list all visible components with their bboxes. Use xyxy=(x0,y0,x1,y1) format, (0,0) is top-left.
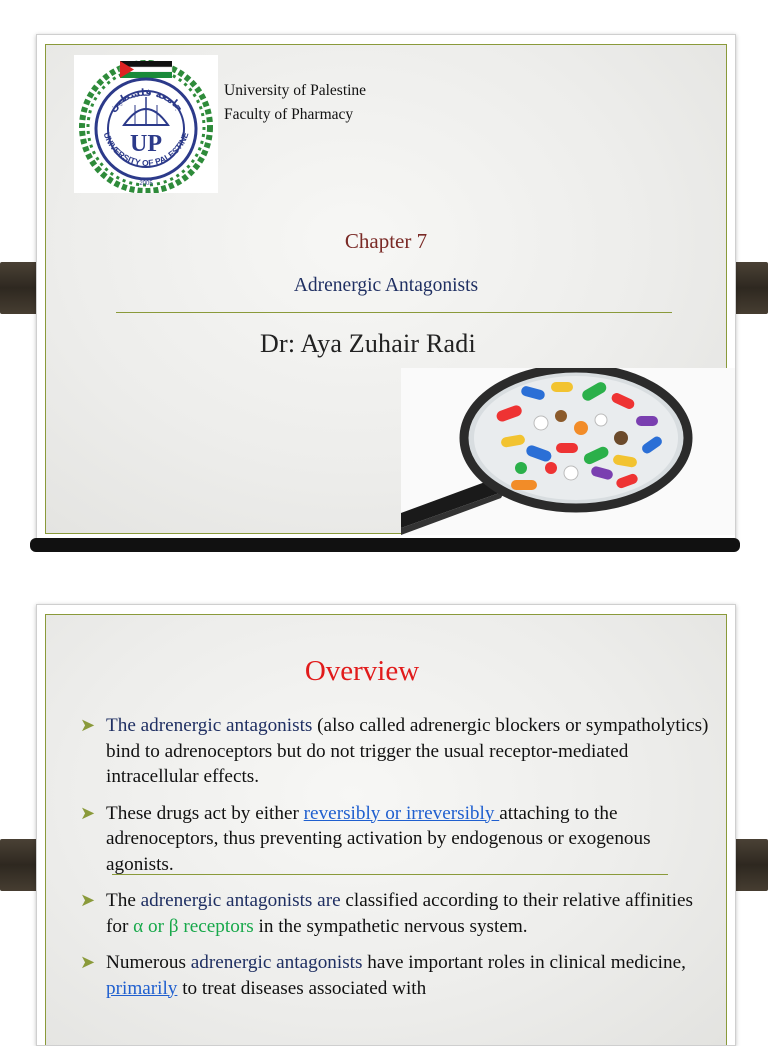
arrow-bullet-icon: ➤ xyxy=(80,890,96,910)
bullet-text: adrenergic antagonists xyxy=(190,952,363,973)
bullet-text: (also called adrenergic blockers or sympatholytics) bind to adrenoceptors but do not trigger the usual receptor-mediated intracellular effects. xyxy=(106,715,709,787)
slide-2 xyxy=(36,604,736,1046)
bullet-text: to treat diseases associated with xyxy=(177,977,427,999)
bullet-text: The adrenergic antagonists xyxy=(106,715,313,736)
bullet-text: Numerous xyxy=(106,952,191,973)
bullet-text: The xyxy=(106,890,141,911)
bullet-item-1 xyxy=(74,713,714,790)
bullet-text: classified according to their relative affinities for xyxy=(106,890,693,937)
arrow-bullet-icon: ➤ xyxy=(80,952,96,972)
bullet-item-4 xyxy=(74,950,714,1001)
logo-initials: UP xyxy=(130,131,162,157)
logo-year: 2005 xyxy=(139,181,153,187)
bullet-text: adrenergic antagonists are xyxy=(140,890,341,911)
author-name: Dr: Aya Zuhair Radi xyxy=(260,329,476,358)
slide-1-bottom-bar xyxy=(30,538,740,552)
bullet-link-text[interactable]: reversibly or irreversibly xyxy=(303,802,500,824)
bullet-text: have important roles in clinical medicine, xyxy=(362,952,686,973)
bullet-text: in the sympathetic nervous system. xyxy=(253,915,528,937)
logo-arabic-text: جامعة فلسطين xyxy=(106,87,186,114)
faculty-name: Faculty of Pharmacy xyxy=(224,106,354,123)
bullet-item-3 xyxy=(74,888,714,939)
arrow-bullet-icon: ➤ xyxy=(80,802,96,823)
bullet-link-text[interactable]: primarily xyxy=(106,977,178,999)
bullet-item-2 xyxy=(74,801,714,878)
university-name: University of Palestine xyxy=(224,82,367,99)
bullet-text: α or β receptors xyxy=(133,915,254,937)
logo-ring-text: UNIVERSITY OF PALESTINE xyxy=(101,130,191,168)
bullet-list xyxy=(74,713,714,1012)
chapter-title: Chapter 7 xyxy=(344,229,428,253)
overview-title: Overview xyxy=(304,655,420,687)
bullet-text: attaching to the adrenoceptors, thus preventing activation by endogenous or exogenous agonists. xyxy=(106,802,651,875)
arrow-bullet-icon: ➤ xyxy=(80,715,96,735)
slide-2-frame xyxy=(45,614,727,1046)
flag-icon xyxy=(120,61,172,78)
slide-1 xyxy=(36,34,736,544)
chapter-subtitle: Adrenergic Antagonists xyxy=(293,275,479,296)
institution-block xyxy=(224,79,366,127)
university-logo xyxy=(74,55,218,193)
slide-1-frame xyxy=(45,44,727,534)
magnifier-pills-image xyxy=(401,368,735,535)
divider xyxy=(116,312,672,313)
bullet-text: These drugs act by either xyxy=(106,802,304,824)
